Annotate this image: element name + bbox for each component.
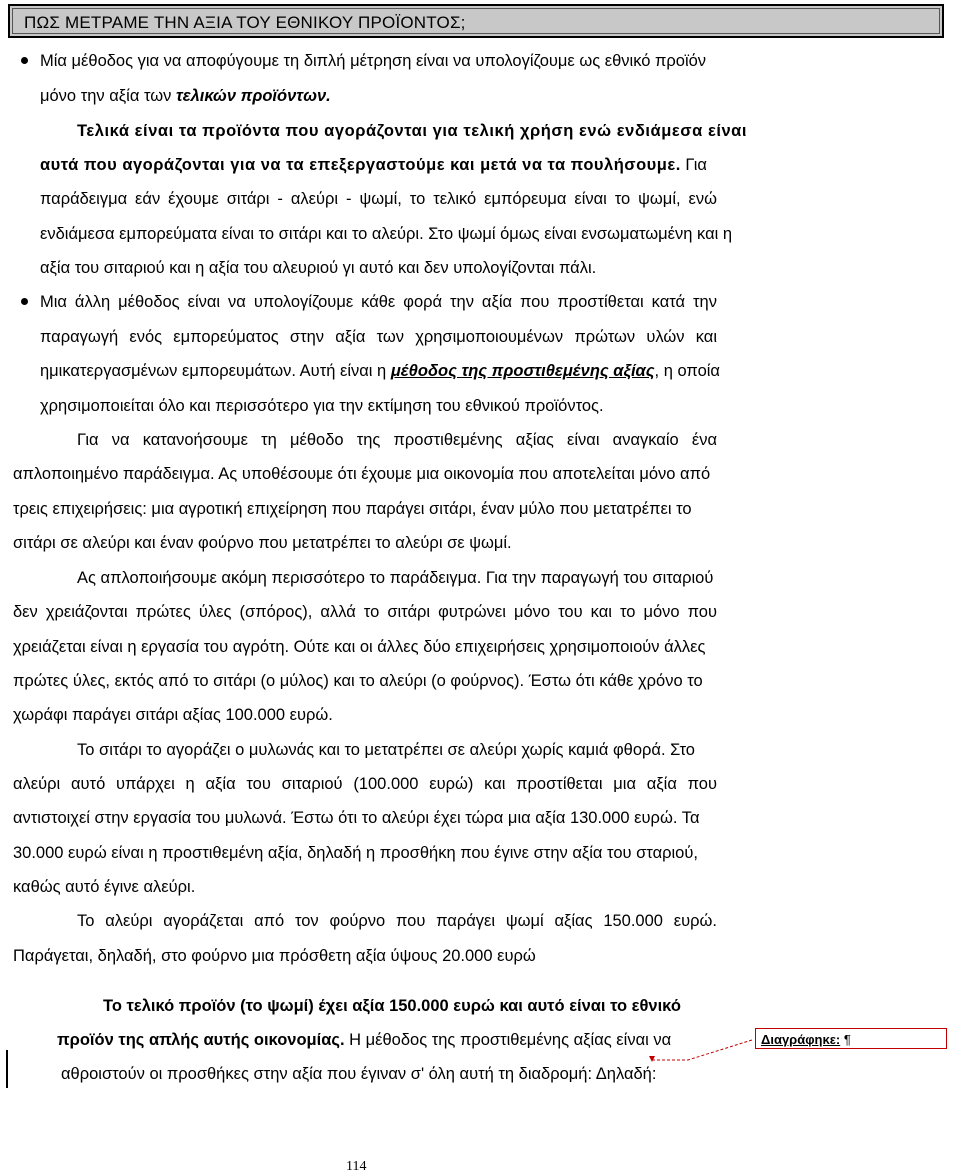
text-line: σιτάρι σε αλεύρι και έναν φούρνο που μετατρέπει το αλεύρι σε ψωμί. xyxy=(13,534,512,552)
text-line: ενδιάμεσα εμπορεύματα είναι το σιτάρι και το αλεύρι. Στο ψωμί όμως είναι ενσωματωμένη και η xyxy=(40,225,733,243)
pilcrow-icon: ¶ xyxy=(843,1032,851,1047)
emphasis-final-products: τελικών προϊόντων. xyxy=(175,87,331,105)
bullet-icon xyxy=(21,57,28,64)
page-title: ΠΩΣ ΜΕΤΡΑΜΕ ΤΗΝ ΑΞΙΑ ΤΟΥ ΕΘΝΙΚΟΥ ΠΡΟΪΟΝΤΟΣ; xyxy=(24,13,466,32)
text-line: Για να κατανοήσουμε τη μέθοδο της προστιθεμένης αξίας είναι αναγκαίο ένα xyxy=(77,431,717,449)
change-bar xyxy=(6,1050,8,1088)
text-line: χρησιμοποιείται όλο και περισσότερο για την εκτίμηση του εθνικού προϊόντος. xyxy=(40,397,604,415)
deleted-label: Διαγράφηκε: xyxy=(761,1032,841,1047)
title-box xyxy=(8,4,944,38)
text-line: Το σιτάρι το αγοράζει ο μυλωνάς και το μετατρέπει σε αλεύρι χωρίς καμιά φθορά. Στο xyxy=(77,741,695,759)
bullet-icon xyxy=(21,298,28,305)
text-line: Το αλεύρι αγοράζεται από τον φούρνο που παράγει ψωμί αξίας 150.000 ευρώ. xyxy=(77,912,717,930)
text-line: δεν χρειάζονται πρώτες ύλες (σπόρος), αλλά το σιτάρι φυτρώνει μόνο του και το μόνο που xyxy=(13,603,717,621)
text-line: Μια άλλη μέθοδος είναι να υπολογίζουμε κάθε φορά την αξία που προστίθεται κατά την xyxy=(40,293,717,311)
text-line: αντιστοιχεί στην εργασία του μυλωνά. Έστω ότι το αλεύρι έχει τώρα μια αξία 130.000 ευρώ. Τα xyxy=(13,809,700,827)
text-line: αθροιστούν οι προσθήκες στην αξία που έγιναν σ' όλη αυτή τη διαδρομή: Δηλαδή: xyxy=(61,1065,657,1083)
text-line: ημικατεργασμένων εμπορευμάτων. Αυτή είναι η μέθοδος της προστιθεμένης αξίας, η οποία xyxy=(40,362,720,380)
text-line: χωράφι παράγει σιτάρι αξίας 100.000 ευρώ. xyxy=(13,706,333,724)
deleted-comment-balloon[interactable] xyxy=(755,1028,947,1049)
text-line: Το τελικό προϊόν (το ψωμί) έχει αξία 150.000 ευρώ και αυτό είναι το εθνικό xyxy=(103,997,681,1015)
text-line: Τελικά είναι τα προϊόντα που αγοράζονται για τελική χρήση ενώ ενδιάμεσα είναι xyxy=(77,122,748,140)
text-line: παράδειγμα εάν έχουμε σιτάρι - αλεύρι - ψωμί, το τελικό εμπόρευμα είναι το ψωμί, ενώ xyxy=(40,190,717,208)
text-line: προϊόν της απλής αυτής οικονομίας. Η μέθοδος της προστιθεμένης αξίας είναι να xyxy=(57,1031,672,1049)
text-line: καθώς αυτό έγινε αλεύρι. xyxy=(13,878,196,896)
text-line: πρώτες ύλες, εκτός από το σιτάρι (ο μύλος) και το αλεύρι (ο φούρνος). Έστω ότι κάθε χρόνο το xyxy=(13,672,703,690)
page-number: 114 xyxy=(346,1159,367,1174)
text-line: 30.000 ευρώ είναι η προστιθεμένη αξία, δηλαδή η προσθήκη που έγινε στην αξία του σταριού, xyxy=(13,844,698,862)
text-line: Μία μέθοδος για να αποφύγουμε τη διπλή μέτρηση είναι να υπολογίζουμε ως εθνικό προϊόν xyxy=(40,52,707,70)
text-line: Παράγεται, δηλαδή, στο φούρνο μια πρόσθετη αξία ύψους 20.000 ευρώ xyxy=(13,947,536,965)
text-line: αυτά που αγοράζονται για να τα επεξεργαστούμε και μετά να τα πουλήσουμε. Για xyxy=(40,156,707,174)
text-line: αλεύρι αυτό υπάρχει η αξία του σιταριού (100.000 ευρώ) και προστίθεται μια αξία που xyxy=(13,775,717,793)
text-line: Ας απλοποιήσουμε ακόμη περισσότερο το παράδειγμα. Για την παραγωγή του σιταριού xyxy=(77,569,714,587)
emphasis-value-added-method: μέθοδος της προστιθεμένης αξίας xyxy=(390,362,655,380)
text-line: απλοποιημένο παράδειγμα. Ας υποθέσουμε ότι έχουμε μια οικονομία που αποτελείται μόνο από xyxy=(13,465,711,483)
text-line: μόνο την αξία των τελικών προϊόντων. xyxy=(40,87,331,105)
text-line: παραγωγή ενός εμπορεύματος στην αξία των χρησιμοποιουμένων πρώτων υλών και xyxy=(40,328,717,346)
text-line: τρεις επιχειρήσεις: μια αγροτική επιχείρηση που παράγει σιτάρι, έναν μύλο που μετατρέπει το xyxy=(13,500,692,518)
text-line: αξία του σιταριού και η αξία του αλευριού γι αυτό και δεν υπολογίζονται πάλι. xyxy=(40,259,597,277)
text-line: χρειάζεται είναι η εργασία του αγρότη. Ούτε και οι άλλες δύο επιχειρήσεις χρησιμοποιούν άλλες xyxy=(13,638,706,656)
comment-connector xyxy=(648,1038,758,1064)
